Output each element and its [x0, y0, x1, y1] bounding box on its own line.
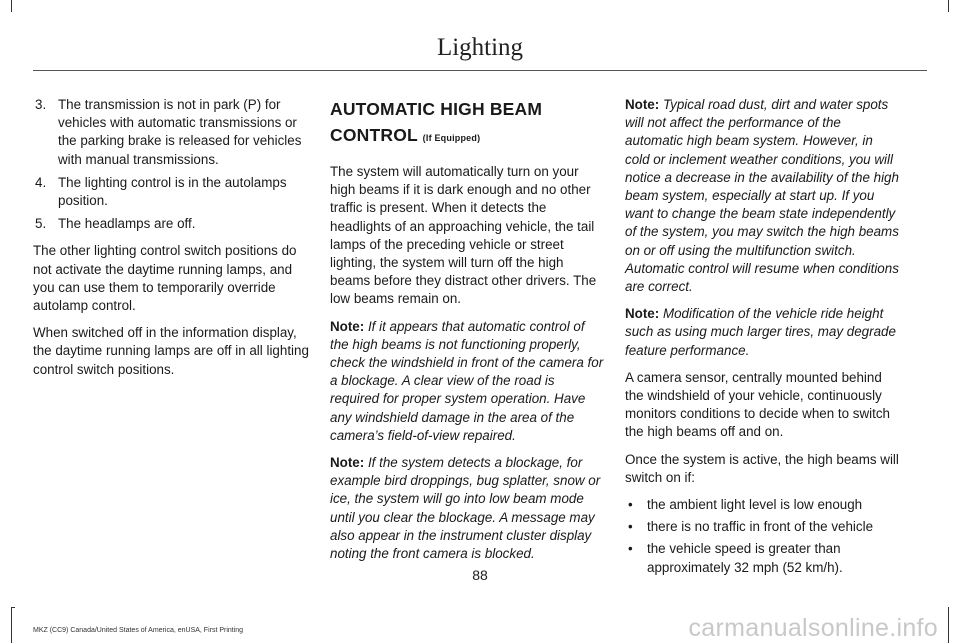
- paragraph: When switched off in the information display, the daytime running lamps are off in all lighting control switch positions.: [33, 325, 309, 377]
- crop-mark: [11, 607, 15, 608]
- list-text: the vehicle speed is greater than approximately 32 mph (52 km/h).: [647, 541, 843, 575]
- watermark: carmanualsonline.info: [688, 614, 938, 642]
- page-title: Lighting: [436, 34, 524, 61]
- paragraph: The other lighting control switch positions do not activate the daytime running lamps, and you can use them to temporarily override autolamp control.: [33, 243, 297, 314]
- header-divider: [33, 70, 927, 71]
- paragraph: Once the system is active, the high beams will switch on if:: [625, 451, 899, 485]
- note: [330, 318, 606, 445]
- footer-edition: MKZ (CC9) Canada/United States of America, enUSA, First Printing: [33, 627, 244, 634]
- note-text: If the system detects a blockage, for example bird droppings, bug splatter, snow or ice, the system will go into low beam mode until you clear the blockage. A message may also appear in the instrument cluster display noting the front camera is blocked.: [330, 455, 601, 562]
- paragraph: A camera sensor, centrally mounted behind the windshield of your vehicle, continuously monitors conditions to decide when to switch the high beams off and on.: [625, 369, 890, 440]
- note: [330, 454, 606, 563]
- note: [625, 305, 901, 360]
- note-text: If it appears that automatic control of the high beams is not functioning properly, check the windshield in front of the camera for a blockage. A clear view of the road is required for proper system operation. Have any windshield damage in the area of the camera’s field-of-view repaired.: [330, 318, 604, 443]
- note-label: Note:: [625, 306, 660, 322]
- note-label: Note:: [330, 318, 365, 334]
- crop-mark: [11, 0, 12, 12]
- column-left: [33, 96, 309, 388]
- list-text: The lighting control is in the autolamps position.: [58, 174, 287, 209]
- heading-line: CONTROL: [330, 125, 418, 145]
- list-text: The headlamps are off.: [58, 216, 196, 232]
- note: [625, 96, 901, 296]
- list-number: 3.: [35, 97, 47, 112]
- note-label: Note:: [625, 97, 660, 112]
- list-number: 5.: [35, 216, 47, 232]
- bullet-icon: •: [628, 541, 633, 557]
- bullet-icon: •: [628, 497, 633, 513]
- column-right: [625, 96, 901, 581]
- section-heading: [330, 96, 606, 151]
- paragraph: The system will automatically turn on your high beams if it is dark enough and no other traffic is present. When it detects the headlights of an approaching vehicle, the tail lamps of the preceding vehicle or street lighting, the system will turn off the high beams before they distract other drivers. The low beams remain on.: [330, 164, 597, 307]
- list-item: [33, 215, 309, 233]
- list-text: the ambient light level is low enough: [647, 497, 863, 513]
- bullet-icon: •: [628, 519, 633, 535]
- note-label: Note:: [330, 455, 365, 471]
- list-text: there is no traffic in front of the vehicle: [647, 519, 874, 535]
- list-item: [625, 496, 901, 514]
- crop-mark: [948, 0, 949, 12]
- list-text: The transmission is not in park (P) for vehicles with automatic transmissions or the parking brake is released for vehicles with manual transmissions.: [58, 97, 302, 167]
- page-number: 88: [472, 567, 488, 583]
- crop-mark: [948, 607, 949, 643]
- heading-suffix: (If Equipped): [422, 133, 481, 143]
- list-number: 4.: [35, 174, 47, 190]
- numbered-list: [33, 96, 309, 233]
- note-text: Typical road dust, dirt and water spots will not affect the performance of the automatic high beam system. However, in cold or inclement weather conditions, you will notice a decrease in the availability of the high beam system, especially at start up. If you want to change the beam state independently of the system, you may switch the high beams on or off using the multifunction switch. Automatic control will resume when conditions are correct.: [625, 97, 899, 295]
- note-text: Modification of the vehicle ride height such as using much larger tires, may degrade feature performance.: [625, 306, 896, 358]
- heading-line: AUTOMATIC HIGH BEAM: [330, 99, 543, 119]
- column-middle: [330, 96, 606, 572]
- bullet-list: [625, 496, 901, 577]
- list-item: [33, 174, 309, 210]
- list-item: [625, 518, 901, 536]
- crop-mark: [11, 607, 12, 643]
- list-item: [33, 96, 309, 169]
